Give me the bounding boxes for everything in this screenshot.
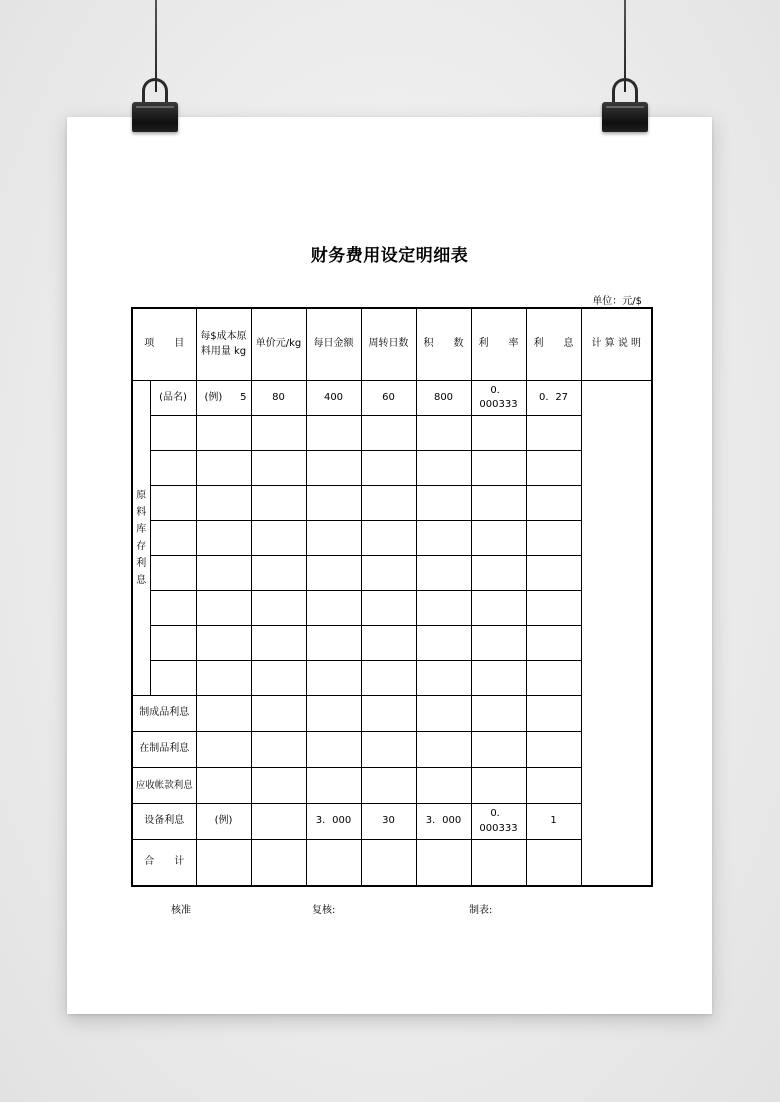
price-cell: 80 — [251, 381, 306, 416]
table-row — [132, 661, 652, 696]
binder-clip-right — [602, 78, 648, 134]
footer-prepared: 制表: — [469, 905, 493, 916]
table-row-total — [132, 840, 652, 887]
header-cell-interest: 利 息 — [526, 308, 581, 381]
table-row — [132, 556, 652, 591]
header-cell-notes: 计 算 说 明 — [581, 308, 652, 381]
table-header-row — [132, 308, 652, 381]
table-row-finished-goods — [132, 696, 652, 732]
notes-cell — [581, 381, 652, 887]
unit-label: 单位：元/$ — [592, 296, 642, 307]
table-row — [132, 381, 652, 416]
equipment-interest-cell: 1 — [526, 804, 581, 840]
daily-amount-cell: 400 — [306, 381, 361, 416]
rate-cell: 0．000333 — [471, 381, 526, 416]
equipment-days-cell: 30 — [361, 804, 416, 840]
equipment-example-cell: (例) — [196, 804, 251, 840]
expense-table — [131, 307, 653, 887]
table-row — [132, 486, 652, 521]
equipment-rate-cell: 0．000333 — [471, 804, 526, 840]
raw-material-group-label: 原 料 库 存 利 息 — [132, 381, 150, 696]
header-cell-days: 周转日数 — [361, 308, 416, 381]
equipment-daily-cell: 3．000 — [306, 804, 361, 840]
table-row — [132, 416, 652, 451]
header-cell-product: 积 数 — [416, 308, 471, 381]
header-cell-qty: 每$成本原料用量 kg — [196, 308, 251, 381]
finished-goods-label: 制成品利息 — [132, 696, 196, 732]
footer-review: 复核: — [312, 905, 336, 916]
product-cell: 800 — [416, 381, 471, 416]
footer-approve: 核准 — [171, 905, 191, 916]
header-cell-rate: 利 率 — [471, 308, 526, 381]
table-row-receivable — [132, 768, 652, 804]
equipment-product-cell: 3．000 — [416, 804, 471, 840]
table-row-wip — [132, 732, 652, 768]
document-title: 财务费用设定明细表 — [310, 246, 469, 266]
table-row-equipment — [132, 804, 652, 840]
header-cell-item: 项 目 — [132, 308, 196, 381]
table-row — [132, 626, 652, 661]
wip-label: 在制品利息 — [132, 732, 196, 768]
table-row — [132, 521, 652, 556]
interest-cell: 0．27 — [526, 381, 581, 416]
table-row — [132, 451, 652, 486]
receivable-label: 应收帐款利息 — [132, 768, 196, 804]
turnover-days-cell: 60 — [361, 381, 416, 416]
header-cell-daily: 每日金额 — [306, 308, 361, 381]
equipment-label: 设备利息 — [132, 804, 196, 840]
total-label: 合 计 — [132, 840, 196, 887]
document-sheet — [67, 117, 712, 1014]
qty-cell: (例) 5 — [196, 381, 251, 416]
item-name-cell: (品名) — [150, 381, 196, 416]
binder-clip-left — [132, 78, 178, 134]
table-row — [132, 591, 652, 626]
header-cell-price: 单价元/kg — [251, 308, 306, 381]
